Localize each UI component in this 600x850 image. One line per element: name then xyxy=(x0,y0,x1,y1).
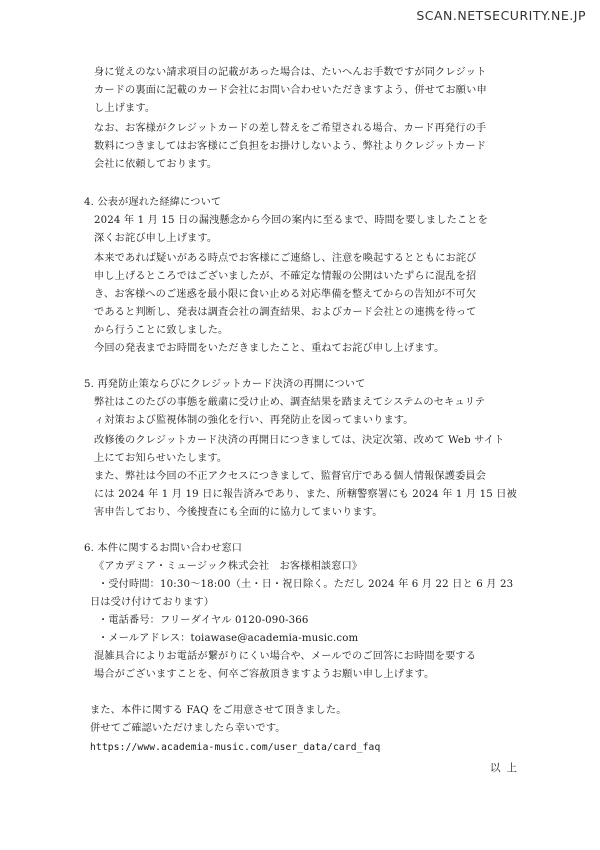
contact-office-name: 《アカデミア・ミュージック株式会社 お客様相談窓口》 xyxy=(94,561,363,572)
section-4-line: 本来であれば疑いがある時点でお客様にご連絡し、注意を喚起するとともにお詫び xyxy=(94,253,477,264)
intro-line: 身に覚えのない請求項目の記載があった場合は、たいへんお手数ですが同クレジット xyxy=(94,67,487,78)
intro-line: 会社に依頼しております。 xyxy=(94,159,218,170)
section-5-line: また、弊社は今回の不正アクセスにつきまして、監督官庁である個人情報保護委員会 xyxy=(94,471,487,482)
intro-line: し上げます。 xyxy=(94,103,156,114)
section-4-line: 今回の発表までお時間をいただきましたこと、重ねてお詫び申し上げます。 xyxy=(94,343,445,354)
section-4-heading: 4. 公表が遅れた経緯について xyxy=(84,197,222,208)
section-4-line: 申し上げるところではございましたが、不確定な情報の公開はいたずらに混乱を招 xyxy=(94,271,477,282)
intro-line: 数料につきましてはお客様にご負担をお掛けしないよう、弊社よりクレジットカード xyxy=(94,141,487,152)
contact-hours-continued: 日は受け付けております） xyxy=(90,597,215,608)
section-5-line: 改修後のクレジットカード決済の再開日につきましては、決定次第、改めて Web サイト xyxy=(94,435,505,446)
contact-phone: ・電話番号：フリーダイヤル 0120-090-366 xyxy=(98,615,309,626)
section-4-line: 2024 年 1 月 15 日の漏洩懸念から今回の案内に至るまで、時間を要しましたことを xyxy=(94,215,488,226)
contact-hours: ・受付時間：10:30～18:00（土・日・祝日除く。ただし 2024 年 6 月 22 日と 6 月 23 xyxy=(98,579,514,590)
intro-line: カードの裏面に記載のカード会社にお問い合わせいただきますよう、併せてお願い申 xyxy=(94,85,487,96)
section-4-line: き、お客様へのご迷惑を最小限に食い止める対応準備を整えてからの告知が不可欠 xyxy=(94,289,477,300)
watermark: SCAN.NETSECURITY.NE.JP xyxy=(416,8,586,23)
faq-url-link[interactable]: https://www.academia-music.com/user_data/card_faq xyxy=(90,742,381,753)
section-4-line: であると判断し、発表は調査会社の調査結果、およびカード会社との連携を待って xyxy=(94,307,477,318)
intro-line: なお、お客様がクレジットカードの差し替えをご希望される場合、カード再発行の手 xyxy=(94,123,487,134)
faq-line: 併せてご確認いただけましたら幸いです。 xyxy=(90,723,286,734)
section-4-line: 深くお詫び申し上げます。 xyxy=(94,233,218,244)
section-5-heading: 5. 再発防止策ならびにクレジットカード決済の再開について xyxy=(84,379,366,390)
faq-line: また、本件に関する FAQ をご用意させて頂きました。 xyxy=(90,705,347,716)
section-5-line: 弊社はこのたびの事態を厳粛に受け止め、調査結果を踏まえてシステムのセキュリテ xyxy=(94,397,486,408)
closing-mark: 以上 xyxy=(490,762,523,774)
contact-note: 混雑具合によりお電話が繋がりにくい場合や、メールでのご回答にお時間を要する xyxy=(94,651,477,662)
section-5-line: 上にてお知らせいたします。 xyxy=(94,453,228,464)
section-5-line: 害申告しており、今後捜査にも全面的に協力してまいります。 xyxy=(94,507,383,518)
section-6-heading: 6. 本件に関するお問い合わせ窓口 xyxy=(84,543,243,554)
section-5-line: ィ対策および監視体制の強化を行い、再発防止を図ってまいります。 xyxy=(94,415,414,426)
contact-email[interactable]: ・メールアドレス：toiawase@academia-music.com xyxy=(98,633,359,644)
section-4-line: から行うことに致しました。 xyxy=(94,325,229,336)
section-5-line: には 2024 年 1 月 19 日に報告済みであり、また、所轄警察署にも 2024 年 1 月 15 日被 xyxy=(94,489,517,500)
contact-note: 場合がございますことを、何卒ご容赦頂きますようお願い申し上げます。 xyxy=(94,669,435,680)
